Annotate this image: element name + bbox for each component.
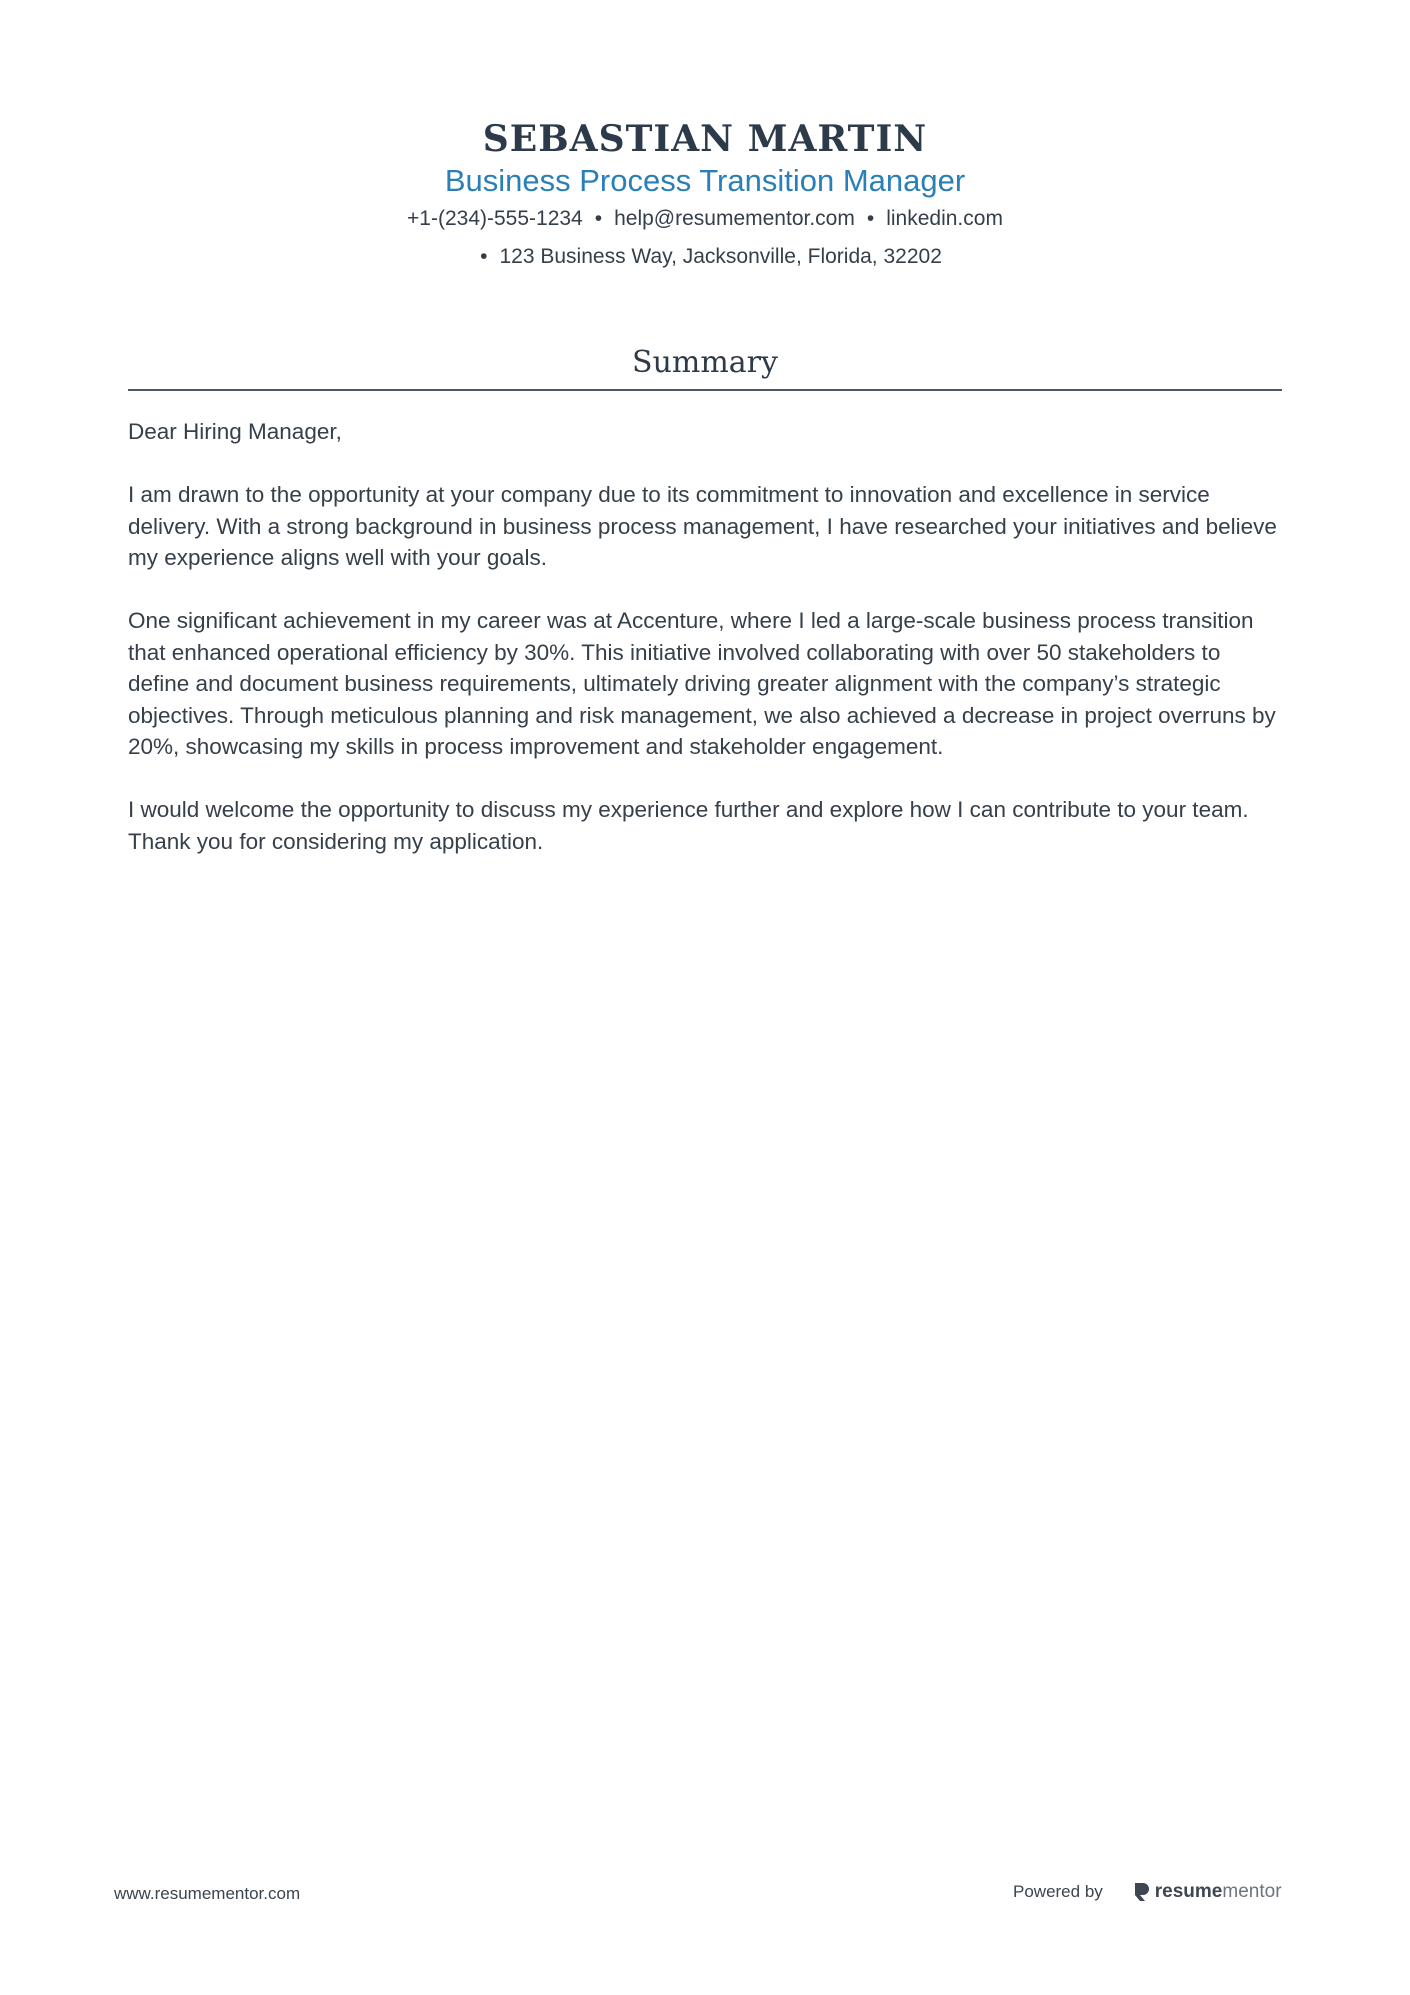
contact-line-1 [128, 200, 1282, 238]
brand-text-resume: resume [1154, 1881, 1223, 1902]
powered-by-label: Powered by [1013, 1882, 1103, 1901]
letter-body [128, 416, 1282, 889]
address: 123 Business Way, Jacksonville, Florida, 32202 [499, 245, 942, 268]
contact-line-2 [128, 238, 1282, 276]
letter-paragraph-1: I am drawn to the opportunity at your company due to its commitment to innovation and excellence in service delivery. With a strong background in business process management, I have researched your initiatives and believe my experience aligns well with your goals. [128, 482, 1277, 570]
brand-text-mentor: mentor [1222, 1881, 1282, 1902]
letter-greeting: Dear Hiring Manager, [128, 419, 342, 444]
candidate-title: Business Process Transition Manager [444, 163, 966, 198]
section-divider [128, 389, 1282, 391]
linkedin[interactable]: linkedin.com [886, 207, 1003, 230]
footer-website[interactable]: www.resumementor.com [114, 1884, 301, 1903]
brand-logo[interactable] [1133, 1881, 1282, 1903]
separator-dot: • [480, 245, 488, 268]
letter-paragraph-2: One significant achievement in my career was at Accenture, where I led a large-scale business process transition that enhanced operational efficiency by 30%. This initiative involved collaborating with over 50 stakeholders to define and document business requirements, ultimately driving greater alignment with the company’s strategic objectives. Through meticulous planning and risk management, we also achieved a decrease in project overruns by 20%, showcasing my skills in process improvement and stakeholder engagement. [128, 608, 1276, 759]
email[interactable]: help@resumementor.com [614, 207, 855, 230]
resumementor-logo-icon [1133, 1882, 1151, 1902]
separator-dot: • [866, 207, 875, 230]
letter-paragraph-3: I would welcome the opportunity to discuss my experience further and explore how I can contribute to your team. Thank you for considering my application. [128, 797, 1249, 854]
footer-branding [1013, 1878, 1282, 1906]
phone: +1-(234)-555-1234 [407, 207, 583, 230]
header [128, 112, 1282, 276]
section-title-summary: Summary [632, 345, 778, 380]
separator-dot: • [594, 207, 603, 230]
candidate-name: SEBASTIAN MARTIN [482, 118, 928, 160]
